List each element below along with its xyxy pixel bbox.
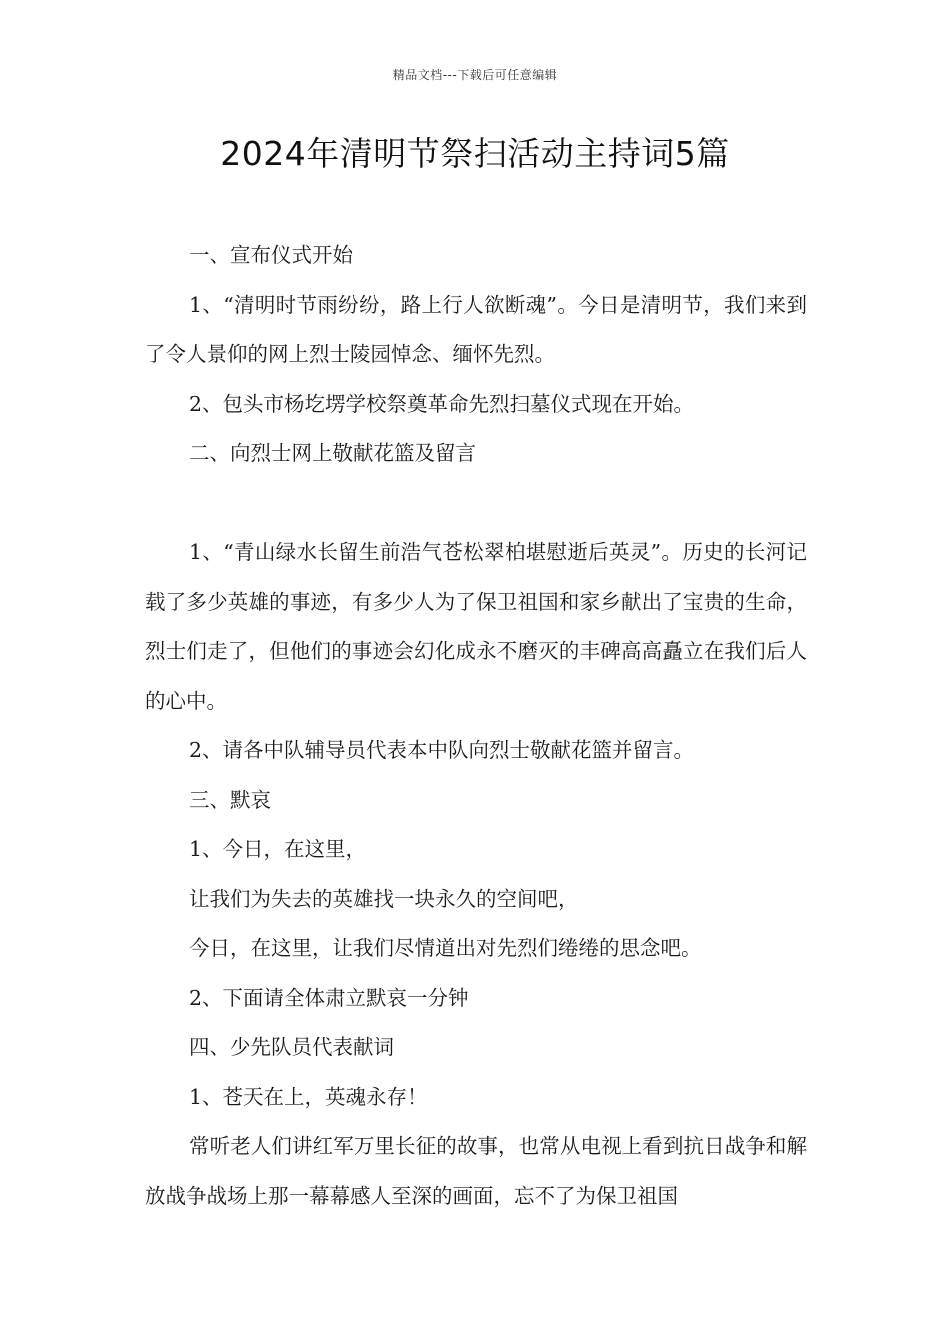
paragraph: 常听老人们讲红军万里长征的故事，也常从电视上看到抗日战争和解放战争战场上那一幕幕感人至深的画面，忘不了为保卫祖国 bbox=[145, 1134, 807, 1208]
paragraph: 1、苍天在上，英魂永存！ bbox=[189, 1084, 428, 1109]
paragraph: 今日，在这里，让我们尽情道出对先烈们绻绻的思念吧。 bbox=[189, 936, 702, 960]
paragraph: 2、下面请全体肃立默哀一分钟 bbox=[189, 985, 469, 1010]
paragraph: 1、今日，在这里， bbox=[189, 837, 367, 861]
section-heading-4: 四、少先队员代表献词 bbox=[189, 1035, 394, 1059]
paragraph: 2、包头市杨圪塄学校祭奠革命先烈扫墓仪式现在开始。 bbox=[189, 391, 695, 416]
paragraph: 2、请各中队辅导员代表本中队向烈士敬献花篮并留言。 bbox=[189, 738, 695, 762]
paragraph: 1、“青山绿水长留生前浩气苍松翠柏堪慰逝后英灵”。历史的长河记载了多少英雄的事迹，有多少人为了保卫祖国和家乡献出了宝贵的生命，烈士们走了，但他们的事迹会幻化成永不磨灭的丰碑高高矗立在我们后人的心中。 bbox=[145, 540, 807, 713]
section-heading-3: 三、默哀 bbox=[189, 787, 271, 812]
document-title: 2024年清明节祭扫活动主持词5篇 bbox=[220, 134, 730, 173]
blank-line bbox=[145, 479, 807, 529]
paragraph: 让我们为失去的英雄找一块永久的空间吧， bbox=[189, 886, 579, 911]
document-body bbox=[145, 231, 807, 1221]
section-heading-1: 一、宣布仪式开始 bbox=[189, 243, 353, 267]
section-heading-2: 二、向烈士网上敬献花篮及留言 bbox=[189, 441, 476, 465]
header-note: 精品文档---下载后可任意编辑 bbox=[392, 68, 558, 82]
paragraph: 1、“清明时节雨纷纷，路上行人欲断魂”。今日是清明节，我们来到了令人景仰的网上烈士陵园悼念、缅怀先烈。 bbox=[145, 292, 807, 366]
